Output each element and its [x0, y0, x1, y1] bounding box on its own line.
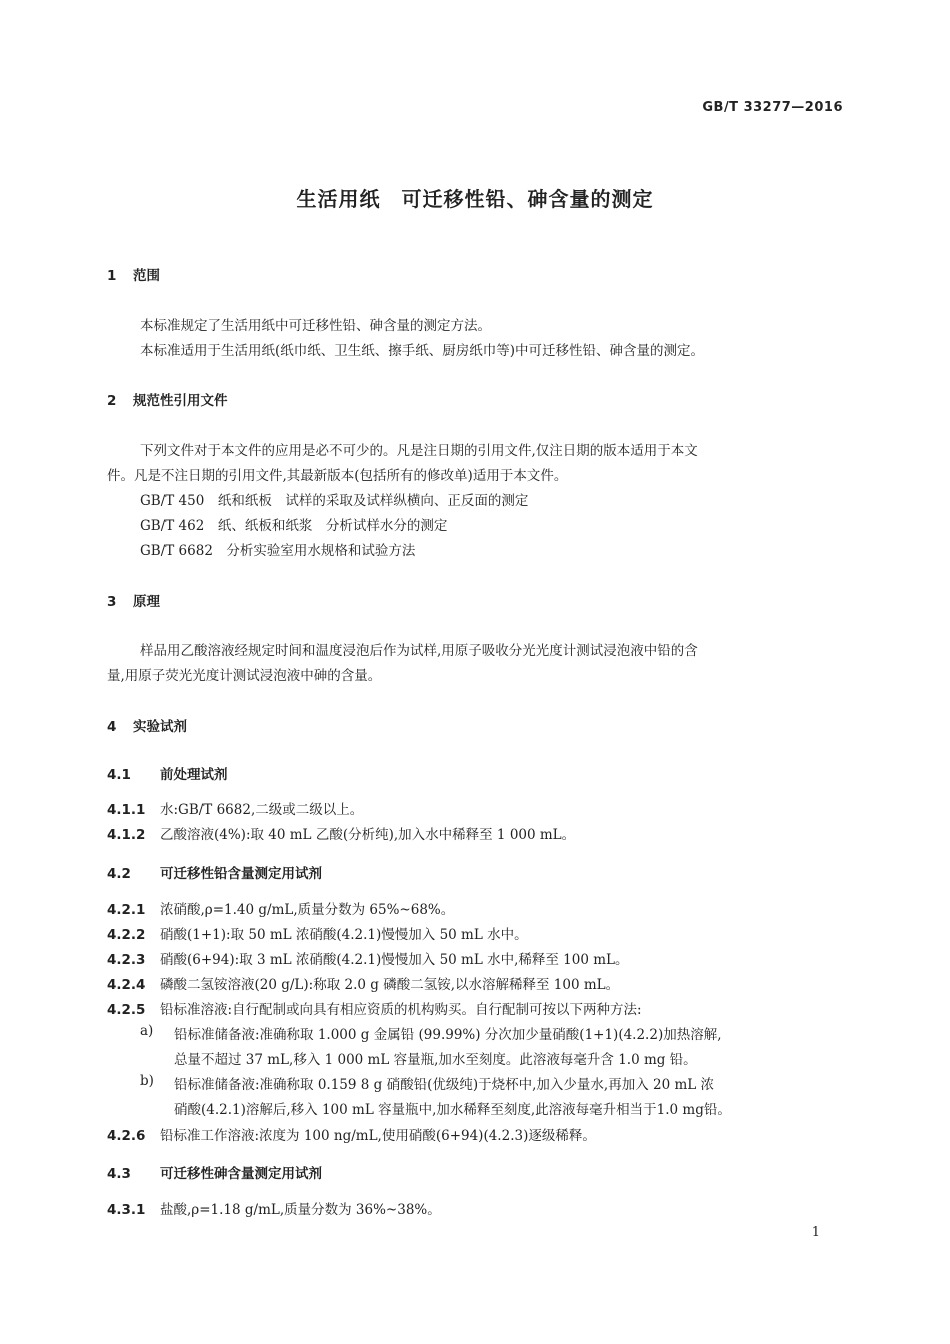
reference-item: GB/T 462 纸、纸板和纸浆 分析试样水分的测定	[140, 518, 448, 534]
clause-text: 盐酸,ρ=1.18 g/mL,质量分数为 36%~38%。	[160, 1202, 441, 1218]
clause-number: 4.3.1	[107, 1202, 146, 1218]
clause-number: 4.1.1	[107, 802, 146, 818]
clause-number: 4.2.3	[107, 952, 146, 968]
standard-number: GB/T 33277—2016	[702, 100, 843, 115]
paragraph: 本标准规定了生活用纸中可迁移性铅、砷含量的测定方法。	[140, 318, 491, 334]
page-number: 1	[811, 1225, 820, 1240]
list-label: b)	[140, 1073, 154, 1089]
list-label: a)	[140, 1023, 154, 1039]
clause-text: 水:GB/T 6682,二级或二级以上。	[160, 802, 364, 818]
clause-number: 4.2.6	[107, 1128, 146, 1144]
subsection-4-1-heading	[107, 763, 228, 783]
clause-number: 4.2.5	[107, 1002, 146, 1018]
section-title: 实验试剂	[133, 719, 187, 735]
subsection-number: 4.3	[107, 1166, 131, 1182]
paragraph: 样品用乙酸溶液经规定时间和温度浸泡后作为试样,用原子吸收分光光度计测试浸泡液中铅的含	[140, 643, 698, 659]
section-title: 范围	[133, 268, 160, 284]
section-number: 3	[107, 594, 117, 610]
reference-item: GB/T 450 纸和纸板 试样的采取及试样纵横向、正反面的测定	[140, 493, 529, 509]
subsection-4-3-heading	[107, 1162, 322, 1182]
clause-item	[107, 898, 454, 918]
clause-item	[107, 1198, 441, 1218]
paragraph: 下列文件对于本文件的应用是必不可少的。凡是注日期的引用文件,仅注日期的版本适用于本文	[140, 443, 698, 459]
section-1-heading	[107, 264, 160, 284]
subsection-4-2-heading	[107, 862, 322, 882]
list-item-text: 铅标准储备液:准确称取 0.159 8 g 硝酸铅(优级纯)于烧杯中,加入少量水,再加入 20 mL 浓	[174, 1077, 715, 1093]
section-title: 原理	[133, 594, 160, 610]
subsection-title: 可迁移性砷含量测定用试剂	[160, 1166, 322, 1182]
clause-text: 浓硝酸,ρ=1.40 g/mL,质量分数为 65%~68%。	[160, 902, 455, 918]
section-title: 规范性引用文件	[133, 393, 228, 409]
section-number: 2	[107, 393, 117, 409]
reference-item: GB/T 6682 分析实验室用水规格和试验方法	[140, 543, 416, 559]
paragraph-continuation: 件。凡是不注日期的引用文件,其最新版本(包括所有的修改单)适用于本文件。	[107, 468, 568, 484]
clause-number: 4.2.4	[107, 977, 146, 993]
clause-text: 铅标准工作溶液:浓度为 100 ng/mL,使用硝酸(6+94)(4.2.3)逐级稀释。	[160, 1128, 596, 1144]
clause-text: 磷酸二氢铵溶液(20 g/L):称取 2.0 g 磷酸二氢铵,以水溶解稀释至 100 mL。	[160, 977, 620, 993]
subsection-title: 可迁移性铅含量测定用试剂	[160, 866, 322, 882]
clause-text: 乙酸溶液(4%):取 40 mL 乙酸(分析纯),加入水中稀释至 1 000 mL。	[160, 827, 576, 843]
clause-item	[107, 998, 642, 1018]
document-title: 生活用纸 可迁移性铅、砷含量的测定	[296, 187, 654, 211]
clause-item	[107, 948, 629, 968]
clause-text: 硝酸(1+1):取 50 mL 浓硝酸(4.2.1)慢慢加入 50 mL 水中。	[160, 927, 528, 943]
section-3-heading	[107, 590, 160, 610]
clause-item	[107, 823, 575, 843]
clause-number: 4.1.2	[107, 827, 146, 843]
list-item-text: 硝酸(4.2.1)溶解后,移入 100 mL 容量瓶中,加水稀释至刻度,此溶液每毫升相当于1.0 mg铅。	[174, 1102, 731, 1118]
paragraph-continuation: 量,用原子荧光光度计测试浸泡液中砷的含量。	[107, 668, 382, 684]
list-item-text: 铅标准储备液:准确称取 1.000 g 金属铅 (99.99%) 分次加少量硝酸(1+1)(4.2.2)加热溶解,	[174, 1027, 722, 1043]
subsection-title: 前处理试剂	[160, 767, 228, 783]
section-number: 4	[107, 719, 117, 735]
clause-number: 4.2.1	[107, 902, 146, 918]
paragraph: 本标准适用于生活用纸(纸巾纸、卫生纸、擦手纸、厨房纸巾等)中可迁移性铅、砷含量的测定。	[140, 343, 705, 359]
clause-item	[107, 798, 363, 818]
section-2-heading	[107, 389, 228, 409]
clause-item	[107, 923, 528, 943]
clause-text: 硝酸(6+94):取 3 mL 浓硝酸(4.2.1)慢慢加入 50 mL 水中,稀释至 100 mL。	[160, 952, 629, 968]
subsection-number: 4.1	[107, 767, 131, 783]
list-item-text: 总量不超过 37 mL,移入 1 000 mL 容量瓶,加水至刻度。此溶液每毫升含 1.0 mg 铅。	[174, 1052, 697, 1068]
clause-item	[107, 1124, 596, 1144]
section-4-heading	[107, 715, 187, 735]
section-number: 1	[107, 268, 117, 284]
clause-item	[107, 973, 619, 993]
clause-text: 铅标准溶液:自行配制或向具有相应资质的机构购买。自行配制可按以下两种方法:	[160, 1002, 642, 1018]
clause-number: 4.2.2	[107, 927, 146, 943]
subsection-number: 4.2	[107, 866, 131, 882]
